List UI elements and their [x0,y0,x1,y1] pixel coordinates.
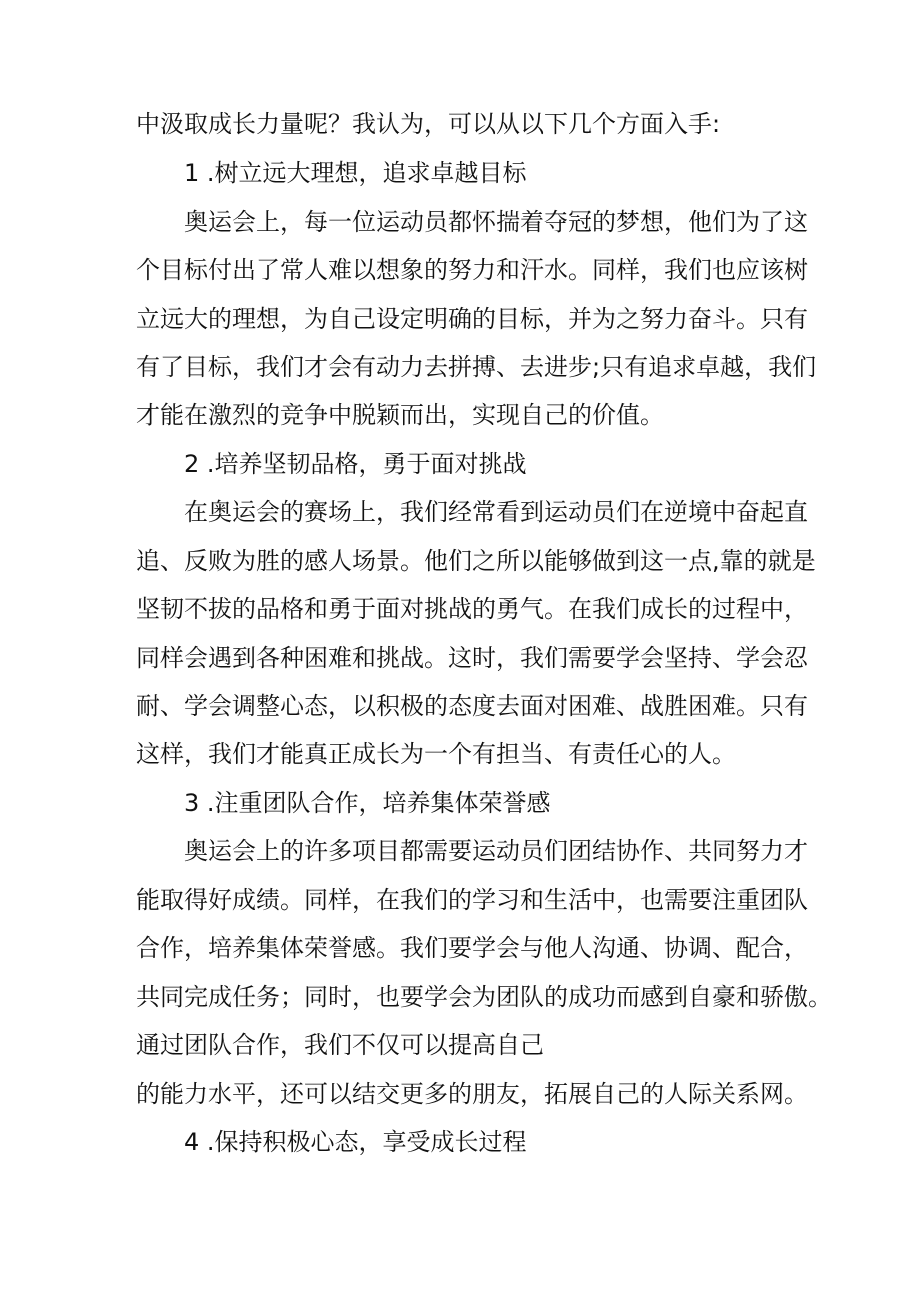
paragraph-line: 中汲取成长力量呢？我认为，可以从以下几个方面入手: [136,110,721,138]
paragraph-line: 同样会遇到各种困难和挑战。这时，我们需要学会坚持、学会忍 [136,644,808,672]
section-heading-3: 3 .注重团队合作，培养集体荣誉感 [184,789,551,817]
paragraph-line: 合作，培养集体荣誉感。我们要学会与他人沟通、协调、配合， [136,934,808,962]
paragraph-line: 立远大的理想，为自己设定明确的目标，并为之努力奋斗。只有 [136,305,808,333]
section-heading-2: 2 .培养坚韧品格，勇于面对挑战 [184,450,527,478]
section-heading-1: 1 .树立远大理想，追求卓越目标 [184,159,527,187]
paragraph-line: 奥运会上的许多项目都需要运动员们团结协作、共同努力才 [184,837,808,865]
paragraph-line: 在奥运会的赛场上，我们经常看到运动员们在逆境中奋起直 [184,498,808,526]
paragraph-line: 能取得好成绩。同样，在我们的学习和生活中，也需要注重团队 [136,886,808,914]
paragraph-line: 的能力水平，还可以结交更多的朋友，拓展自己的人际关系网。 [136,1080,808,1108]
paragraph-line: 通过团队合作，我们不仅可以提高自己 [136,1031,544,1059]
paragraph-line: 奥运会上，每一位运动员都怀揣着夺冠的梦想，他们为了这 [184,208,808,236]
paragraph-line: 有了目标，我们才会有动力去拼搏、去进步;只有追求卓越，我们 [136,353,817,381]
section-heading-4: 4 .保持积极心态，享受成长过程 [184,1128,527,1156]
paragraph-line: 共同完成任务；同时，也要学会为团队的成功而感到自豪和骄傲。 [136,983,832,1011]
paragraph-line: 才能在激烈的竞争中脱颖而出，实现自己的价值。 [136,401,664,429]
paragraph-line: 这样，我们才能真正成长为一个有担当、有责任心的人。 [136,740,736,768]
paragraph-line: 个目标付出了常人难以想象的努力和汗水。同样，我们也应该树 [136,256,808,284]
paragraph-line: 坚韧不拔的品格和勇于面对挑战的勇气。在我们成长的过程中， [136,595,808,623]
paragraph-line: 追、反败为胜的感人场景。他们之所以能够做到这一点,靠的就是 [136,547,816,575]
paragraph-line: 耐、学会调整心态，以积极的态度去面对困难、战胜困难。只有 [136,692,808,720]
